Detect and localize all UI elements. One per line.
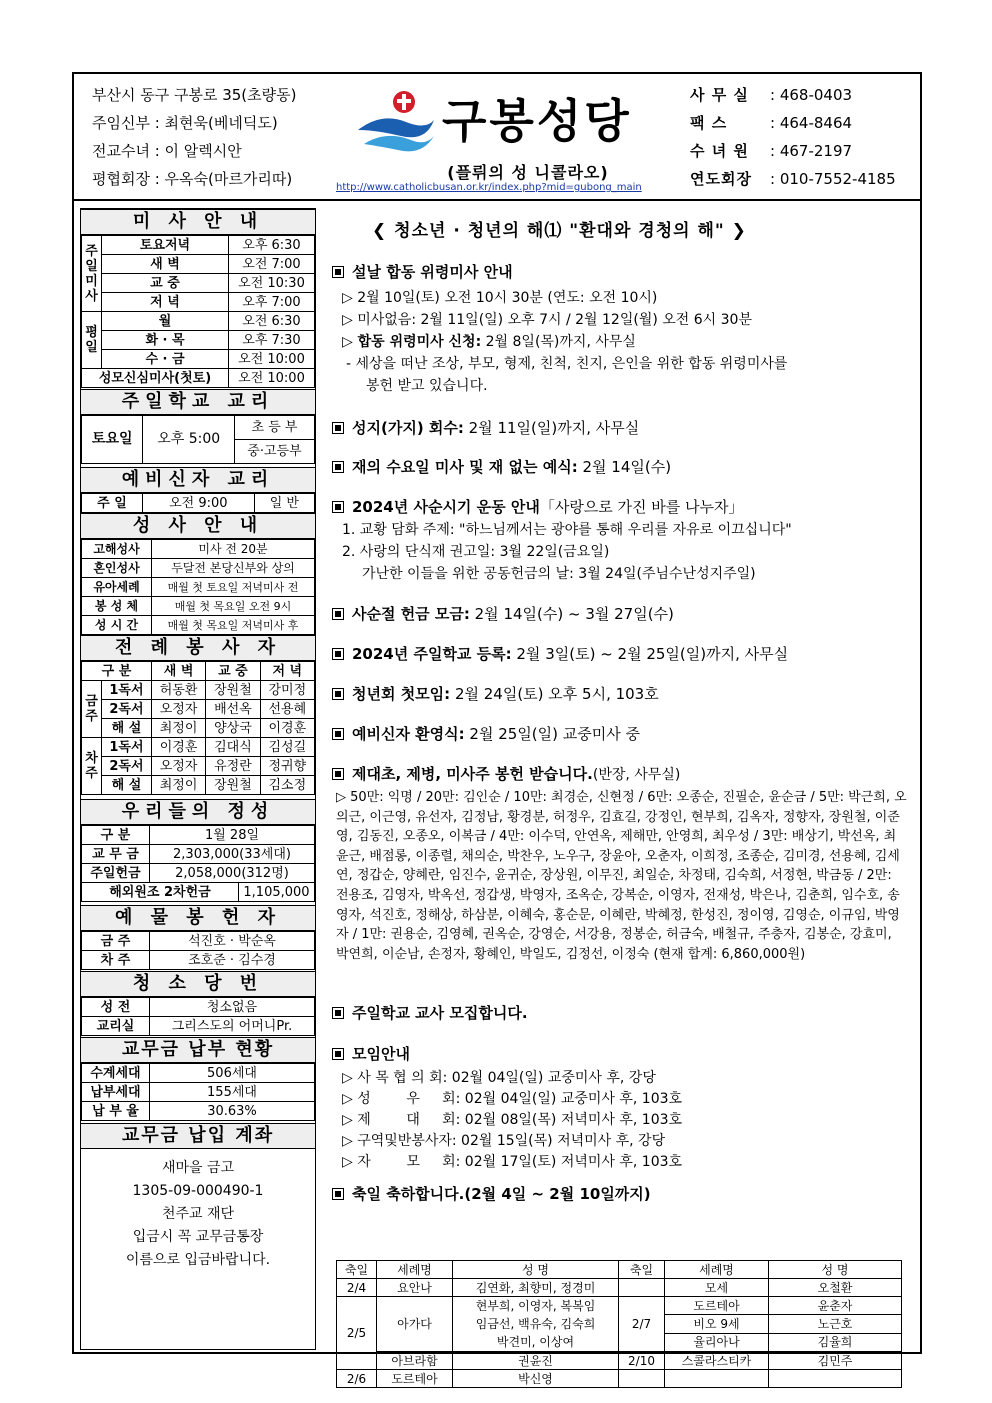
notice-meetings: 모임안내 (332, 1046, 410, 1063)
dues-table: 수계세대 506세대 납부세대 155세대 납 부 율 30.63% (81, 1063, 315, 1121)
gift-heading: 예 물 봉 헌 자 (81, 905, 315, 931)
notice-ash-wednesday: 재의 수요일 미사 및 재 없는 예식: 2월 14일(수) (332, 459, 671, 476)
servers-table: 구 분 새 벽 교 중 저 녁 금주 1독서 허동환 장원철 강미정 2독서 오정자 배선옥 선용혜 해 설 최정이 양상국 이경훈 차주 1독서 이경훈 김대식 김성길 2독서 오정자 유정란 정귀향 해 설 최정이 장원철 김소정 (81, 661, 315, 795)
pastor: 주임신부 : 최현욱(베네딕도) (92, 114, 278, 132)
notice-catechumen-welcome: 예비신자 환영식: 2월 25일(일) 교중미사 중 (332, 726, 640, 743)
dues-heading: 교무금 납부 현황 (81, 1037, 315, 1063)
sunday-group-label: 주일미사 (82, 236, 102, 312)
sacrament-table: 고해성사 미사 전 20분 혼인성사 두달전 본당신부와 상의 유아세례 매월 첫 토요일 저녁미사 전 봉 성 체 매월 첫 목요일 오전 9시 성 시 간 매월 첫 목요일 저녁미사 후 (81, 539, 315, 635)
mass-table: 주일미사 토요저녁 오후 6:30 새 벽 오전 7:00 교 중 오전 10:30 저 녁 오후 7:00 평일 월 오전 6:30 화 · 목 오후 7:30 수 · 금 오전 10:00 성모신심미사(첫토) 오전 10:00 (81, 235, 315, 388)
catechumen-heading: 예비신자 교리 (81, 467, 315, 493)
notice-lent-donation: 사순절 헌금 모금: 2월 14일(수) ~ 3월 27일(수) (332, 606, 674, 623)
donor-list: ▷ 50만: 익명 / 20만: 김인순 / 10만: 최경순, 신현정 / 6만: 오종순, 진필순, 윤순금 / 5만: 박근희, 오의근, 이근영, 유선자, 김정남, 황경분, 허정우, 김효길, 강정인, 현부희, 김옥자, 정향자, 장원철, 이준영, 김동진, 오종오, 이복금 / 4만: 이수덕, 안연옥, 제해만, 안영희, 최우성 / 3만: 배상기, 박선옥, 최윤근, 배점롱, 이종렬, 채의순, 박찬우, 노우구, 장윤아, 오춘자, 이희정, 조종순, 김미경, 선용혜, 김세연, 정갑순, 양혜란, 임진수, 윤귀순, 장상원, 이무진, 최일순, 차정태, 김숙희, 서정현, 박금동 / 2만: 전용조, 김영자, 박옥선, 정갑생, 박영자, 조옥순, 강복순, 이영자, 전재성, 박은나, 김춘희, 임수호, 송영자, 석진호, 정해상, 하삼분, 이혜숙, 홍순문, 이혜란, 박혜정, 한성진, 정이영, 김영순, 이규임, 박영자 / 1만: 권용순, 김영혜, 권옥순, 강영순, 서강용, 정봉순, 허금숙, 배철규, 주충자, 김봉순, 강효미, 박연희, 이순남, 손정자, 황혜인, 박일도, 김정선, 이정숙 (현재 합계: 6,860,000원) (336, 790, 907, 962)
notice-altar-offerings: 제대초, 제병, 미사주 봉헌 받습니다.(반장, 사무실) (332, 766, 680, 784)
offering-heading: 우리들의 정성 (81, 799, 315, 825)
contact-yeondo: 연도회장 : 010-7552-4185 (690, 170, 896, 188)
notice-feast-days: 축일 축하합니다.(2월 4일 ~ 2월 10일까지) (332, 1186, 651, 1203)
cleaning-heading: 청 소 당 번 (81, 971, 315, 997)
bulletin-page (72, 72, 922, 1386)
catechumen-table: 주 일 오전 9:00 일 반 (81, 493, 315, 513)
school-table: 토요일 오후 5:00 초 등 부 중·고등부 (81, 415, 315, 464)
feast-day-table: 축일 세례명 성 명 축일 세례명 성 명 2/4 요안나 김연화, 최향미, 정경미 모세 오철환 2/5 아가다 현부희, 이영자, 복복임 임금선, 백유숙, 김숙희 박견미, 이상여 2/7 도르테아 윤춘자 비오 9세 노근호 율리아나 김율희 아브라함 권윤진 2/10 스콜라스티카 김민주 2/6 도르테아 박신영 (336, 1260, 902, 1388)
mass-heading: 미 사 안 내 (81, 209, 315, 235)
weekday-group-label: 평일 (82, 312, 102, 369)
contact-convent: 수 녀 원 : 467-2197 (690, 142, 853, 160)
header (74, 74, 920, 201)
gift-table: 금 주 석진호 · 박순옥 차 주 조호준 · 김수경 (81, 931, 315, 970)
parish-subtitle: (플뤼의 성 니콜라오) (447, 163, 609, 182)
servers-heading: 전 례 봉 사 자 (81, 635, 315, 661)
right-column: ❮ 청소년 · 청년의 해⑴ "환대와 경청의 해" ❯ 설날 합동 위령미사 안내 ▷ 2월 10일(토) 오전 10시 30분 (연도: 오전 10시) ▷ 미사없음: 2월 11일(일) 오후 7시 / 2월 12일(월) 오전 6시 30분 ▷ 합동 위령미사 신청: 2월 8일(목)까지, 사무실 - 세상을 떠난 조상, 부모, 형제, 친척, 친지, 은인을 위한 합동 위령미사를 봉헌 받고 있습니다. 성지(가지) 회수: 2월 11일(일)까지, 사무실 재의 수요일 미사 및 재 없는 예식: 2월 14일(수) 2024년 사순시기 운동 안내「사랑으로 가진 바를 나누자」 1. 교황 담화 주제: "하느님께서는 광야를 통해 우리를 자유로 이끄십니다" 2. 사랑의 단식재 권고일: 3월 22일(금요일) 가난한 이들을 위한 공동헌금의 날: 3월 24일(주님수난성지주일) 사순절 헌금 모금: 2월 14일(수) ~ 3월 27일(수) 2024년 주일학교 등록: 2월 3일(토) ~ 2월 25일(일)까지, 사무실 청년회 첫모임: 2월 24일(토) 오후 5시, 103호 예비신자 환영식: 2월 25일(일) 교중미사 중 제대초, 제병, 미사주 봉헌 받습니다.(반장, 사무실) ▷ 50만: 익명 / 20만: 김인순 / 10만: 최경순, 신현정 / 6만: 오종순, 진필순, 윤순금 / 5만: 박근희, 오의근, 이근영, 유선자, 김정남, 황경분, 허정우, 김효길, 강정인, 현부희, 김옥자, 정향자, 장원철, 이준영, 김동진, 오종오, 이복금 / 4만: 이수덕, 안연옥, 제해만, 안영희, 최우성 / 3만: 배상기, 박선옥, 최윤근, 배점롱, 이종렬, 채의순, 박찬우, 노우구, 장윤아, 오춘자, 이희정, 조종순, 김미경, 선용혜, 김세연, 정갑순, 양혜란, 임진수, 윤귀순, 장상원, 이무진, 최일순, 차정태, 김숙희, 서정현, 박금동 / 2만: 전용조, 김영자, 박옥선, 정갑생, 박영자, 조옥순, 강복순, 이영자, 전재성, 박은나, 김춘희, 임수호, 송영자, 석진호, 정해상, 하삼분, 이혜숙, 홍순문, 이혜란, 박혜정, 한성진, 정이영, 김영순, 이규임, 박영자 / 1만: 권용순, 김영혜, 권옥순, 강영순, 서강용, 정봉순, 허금숙, 배철규, 주충자, 김봉순, 강효미, 박연희, 이순남, 손정자, 황혜인, 박일도, 김정선, 이정숙 (현재 합계: 6,860,000원) 주일학교 교사 모집합니다. 모임안내 ▷ 사 목 협 의 회: 02월 04일(일) 교중미사 후, 강당 ▷ 성 우 회: 02월 04일(일) 교중미사 후, 103호 ▷ 제 대 회: 02월 08일(목) 저녁미사 후, 103호 ▷ 구역및반봉사자: 02월 15일(목) 저녁미사 후, 강당 ▷ 자 모 회: 02월 17일(토) 저녁미사 후, 103호 축일 축하합니다.(2월 4일 ~ 2월 10일까지) 축일 세례명 성 명 축일 세례명 성 명 2/4 요안나 김연화, 최향미, 정경미 모세 오철환 2/5 아가다 현부희, 이영자, 복복임 임금선, 백유숙, 김숙희 박견미, 이상여 2/7 도르테아 윤춘자 비오 9세 노근호 율리아나 김율희 아브라함 권윤진 2/10 스콜라스티카 김민주 2/6 도르테아 박신영 (332, 208, 918, 1350)
parish-url-link[interactable]: http://www.catholicbusan.or.kr/index.php?mid=gubong_main (336, 182, 642, 193)
account-info: 새마을 금고 1305-09-000490-1 천주교 재단 입금시 꼭 교무금통장 이름으로 입금바랍니다. (125, 1160, 271, 1268)
notice-lent-campaign: 2024년 사순시기 운동 안내「사랑으로 가진 바를 나누자」 (332, 499, 744, 516)
notice-youth-meeting: 청년회 첫모임: 2월 24일(토) 오후 5시, 103호 (332, 686, 659, 703)
contact-office: 사 무 실 : 468-0403 (690, 86, 853, 104)
offering-table: 구 분 1월 28일 교 무 금 2,303,000(33세대) 주일헌금 2,058,000(312명) 해외원조 2차헌금 1,105,000 (81, 825, 315, 902)
left-column (80, 208, 316, 1350)
council-president: 평협회장 : 우옥숙(마르가리따) (92, 170, 293, 188)
notice-school-registration: 2024년 주일학교 등록: 2월 3일(토) ~ 2월 25일(일)까지, 사무실 (332, 646, 788, 663)
school-heading: 주일학교 교리 (81, 389, 315, 415)
contact-fax: 팩 스 : 464-8464 (690, 114, 853, 132)
cleaning-table: 성 전 청소없음 교리실 그리스도의 어머니Pr. (81, 997, 315, 1036)
notice-teacher-recruit: 주일학교 교사 모집합니다. (332, 1005, 528, 1022)
sister: 전교수녀 : 이 알렉시안 (92, 142, 242, 160)
notice-palm-return: 성지(가지) 회수: 2월 11일(일)까지, 사무실 (332, 420, 639, 437)
address: 부산시 동구 구봉로 35(초량동) (92, 86, 297, 104)
parish-title: 구봉성당 (442, 94, 632, 148)
sacrament-heading: 성 사 안 내 (81, 513, 315, 539)
parish-logo-icon (356, 90, 436, 160)
notice-lunar-memorial: 설날 합동 위령미사 안내 (332, 264, 513, 281)
account-heading: 교무금 납입 계좌 (81, 1123, 315, 1149)
year-theme-title: ❮ 청소년 · 청년의 해⑴ "환대와 경청의 해" ❯ (372, 221, 747, 241)
